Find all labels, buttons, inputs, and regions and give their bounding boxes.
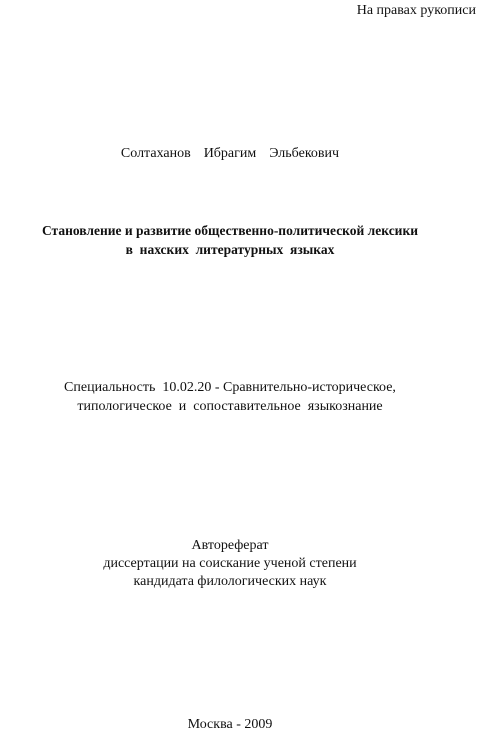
dissertation-title bbox=[0, 221, 460, 259]
title-line-1: Становление и развитие общественно-политической лексики bbox=[41, 223, 419, 238]
abstract-line-2: диссертации на соискание ученой степени bbox=[103, 556, 357, 571]
specialty-line-1: Специальность 10.02.20 - Сравнительно-историческое, bbox=[64, 380, 396, 395]
abstract-line-3: кандидата филологических наук bbox=[133, 574, 327, 589]
specialty-block bbox=[0, 378, 460, 416]
manuscript-rights-note: На правах рукописи bbox=[356, 3, 476, 18]
abstract-block bbox=[0, 537, 460, 591]
author-name: Солтаханов Ибрагим Эльбекович bbox=[120, 146, 340, 161]
abstract-line-1: Автореферат bbox=[191, 538, 269, 553]
place-and-year: Москва - 2009 bbox=[187, 717, 273, 732]
title-line-2: в нахских литературных языках bbox=[125, 242, 335, 257]
specialty-line-2: типологическое и сопоставительное языкознание bbox=[77, 399, 383, 414]
